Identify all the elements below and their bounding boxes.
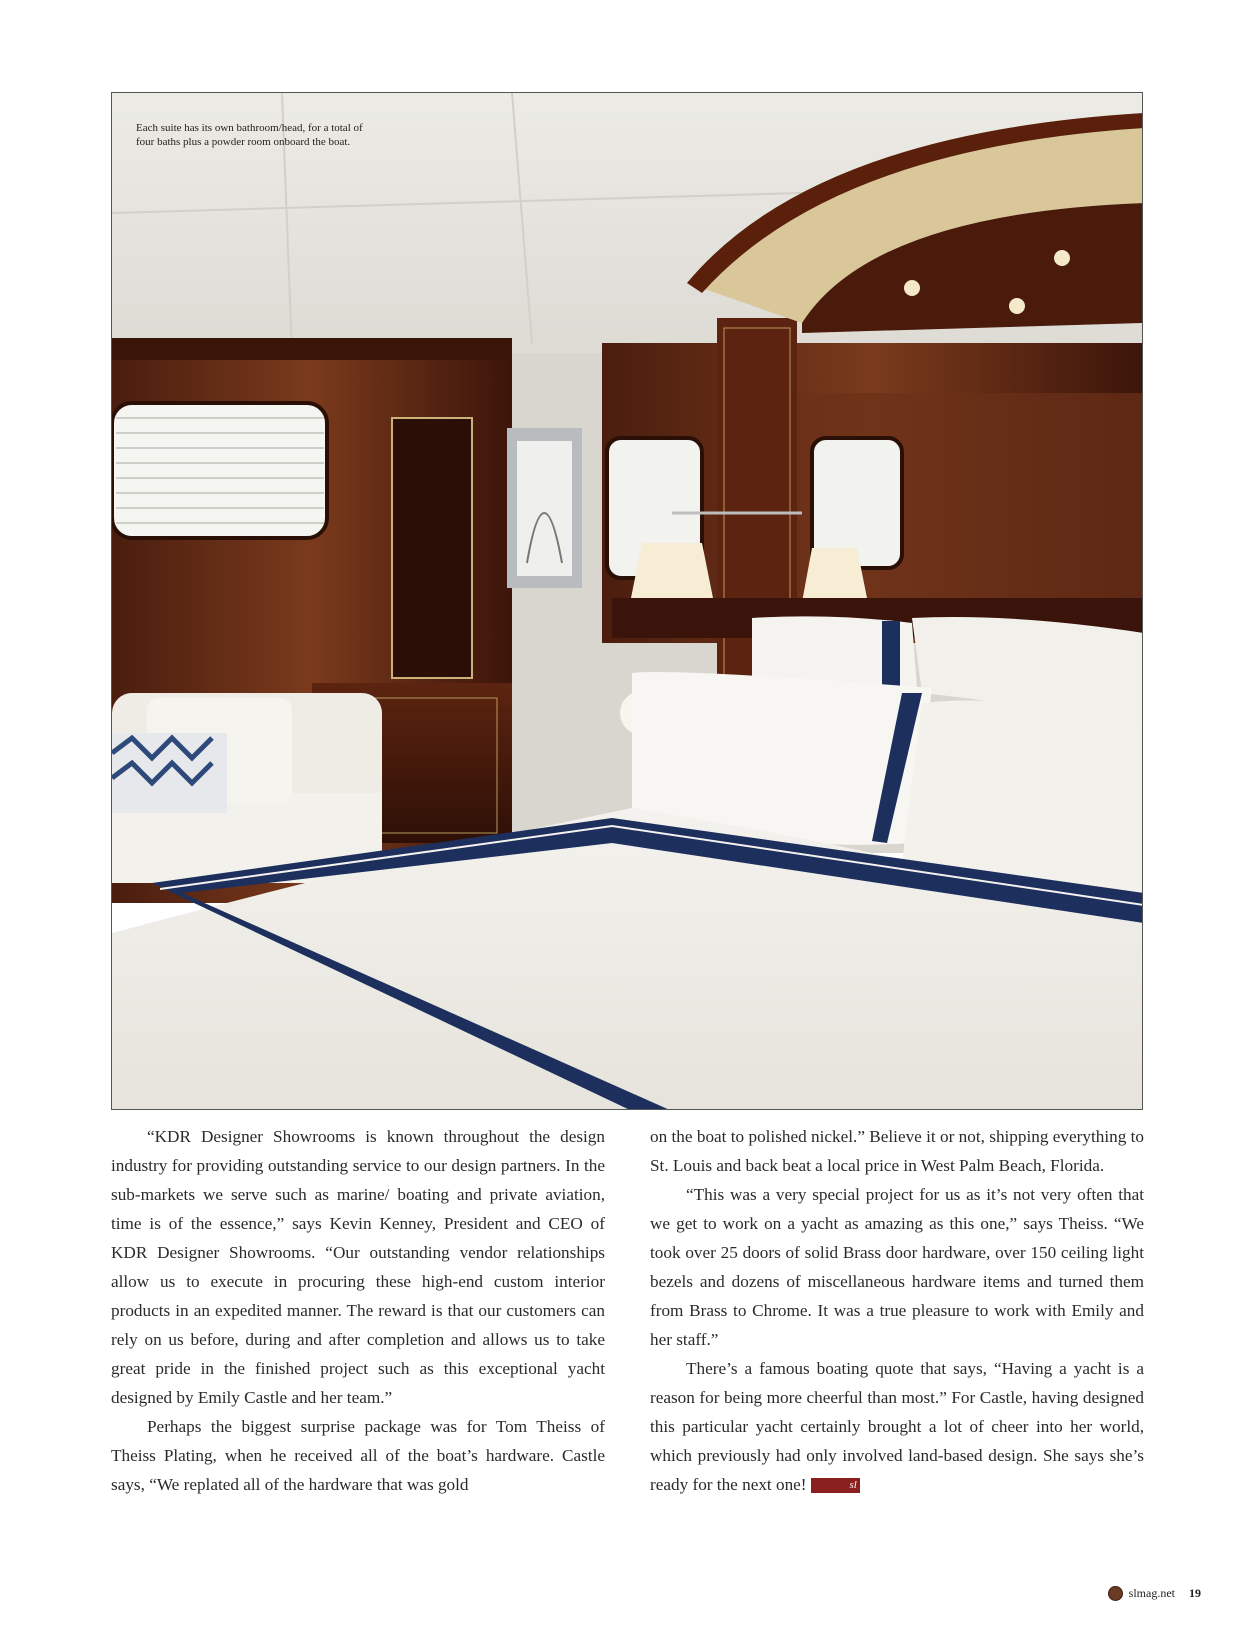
paragraph-text: There’s a famous boating quote that says, “Having a yacht is a reason for being more cheerful than most.” For Castle, having designed this particular yacht certainly brought a lot of cheer into her world, which previously had only involved land-based design. She says she’s ready for the next one! [650, 1359, 1144, 1494]
paragraph: on the boat to polished nickel.” Believe it or not, shipping everything to St. Louis and back beat a local price in West Palm Beach, Florida. [650, 1127, 1144, 1175]
paragraph: Perhaps the biggest surprise package was for Tom Theiss of Theiss Plating, when he received all of the boat’s hardware. Castle says, “We replated all of the hardware that was gold [111, 1417, 605, 1494]
page-number: 19 [1189, 1586, 1201, 1600]
paragraph: “KDR Designer Showrooms is known throughout the design industry for providing outstanding service to our design partners. In the sub-markets we serve such as marine/ boating and private aviation, time is of the essence,” says Kevin Kenney, President and CEO of KDR Designer Showrooms. “Our outstanding vendor relationships allow us to execute in procuring these high-end custom interior products in an expedited manner. The reward is that our customers can rely on us before, during and after completion and allows us to take great pride in the finished project such as this exceptional yacht designed by Emily Castle and her team.” [111, 1127, 605, 1407]
page-footer [1108, 1586, 1201, 1601]
feature-photo [111, 92, 1143, 1110]
yacht-stateroom-illustration [112, 93, 1143, 1110]
article-column-right [650, 1122, 1144, 1499]
photo-caption: Each suite has its own bathroom/head, for a total of four baths plus a powder room onboard the boat. [136, 122, 363, 148]
paragraph: “This was a very special project for us as it’s not very often that we get to work on a yacht as amazing as this one,” says Theiss. “We took over 25 doors of solid Brass door hardware, over 150 ceiling light bezels and dozens of miscellaneous hardware items and turned them from Brass to Chrome. It was a true pleasure to work with Emily and her staff.” [650, 1185, 1144, 1349]
article-column-left [111, 1122, 605, 1499]
footer-site: slmag.net [1128, 1586, 1175, 1600]
magazine-logo-icon [1108, 1586, 1123, 1601]
end-mark-icon: sl [811, 1478, 860, 1493]
paragraph-last [650, 1354, 1144, 1499]
